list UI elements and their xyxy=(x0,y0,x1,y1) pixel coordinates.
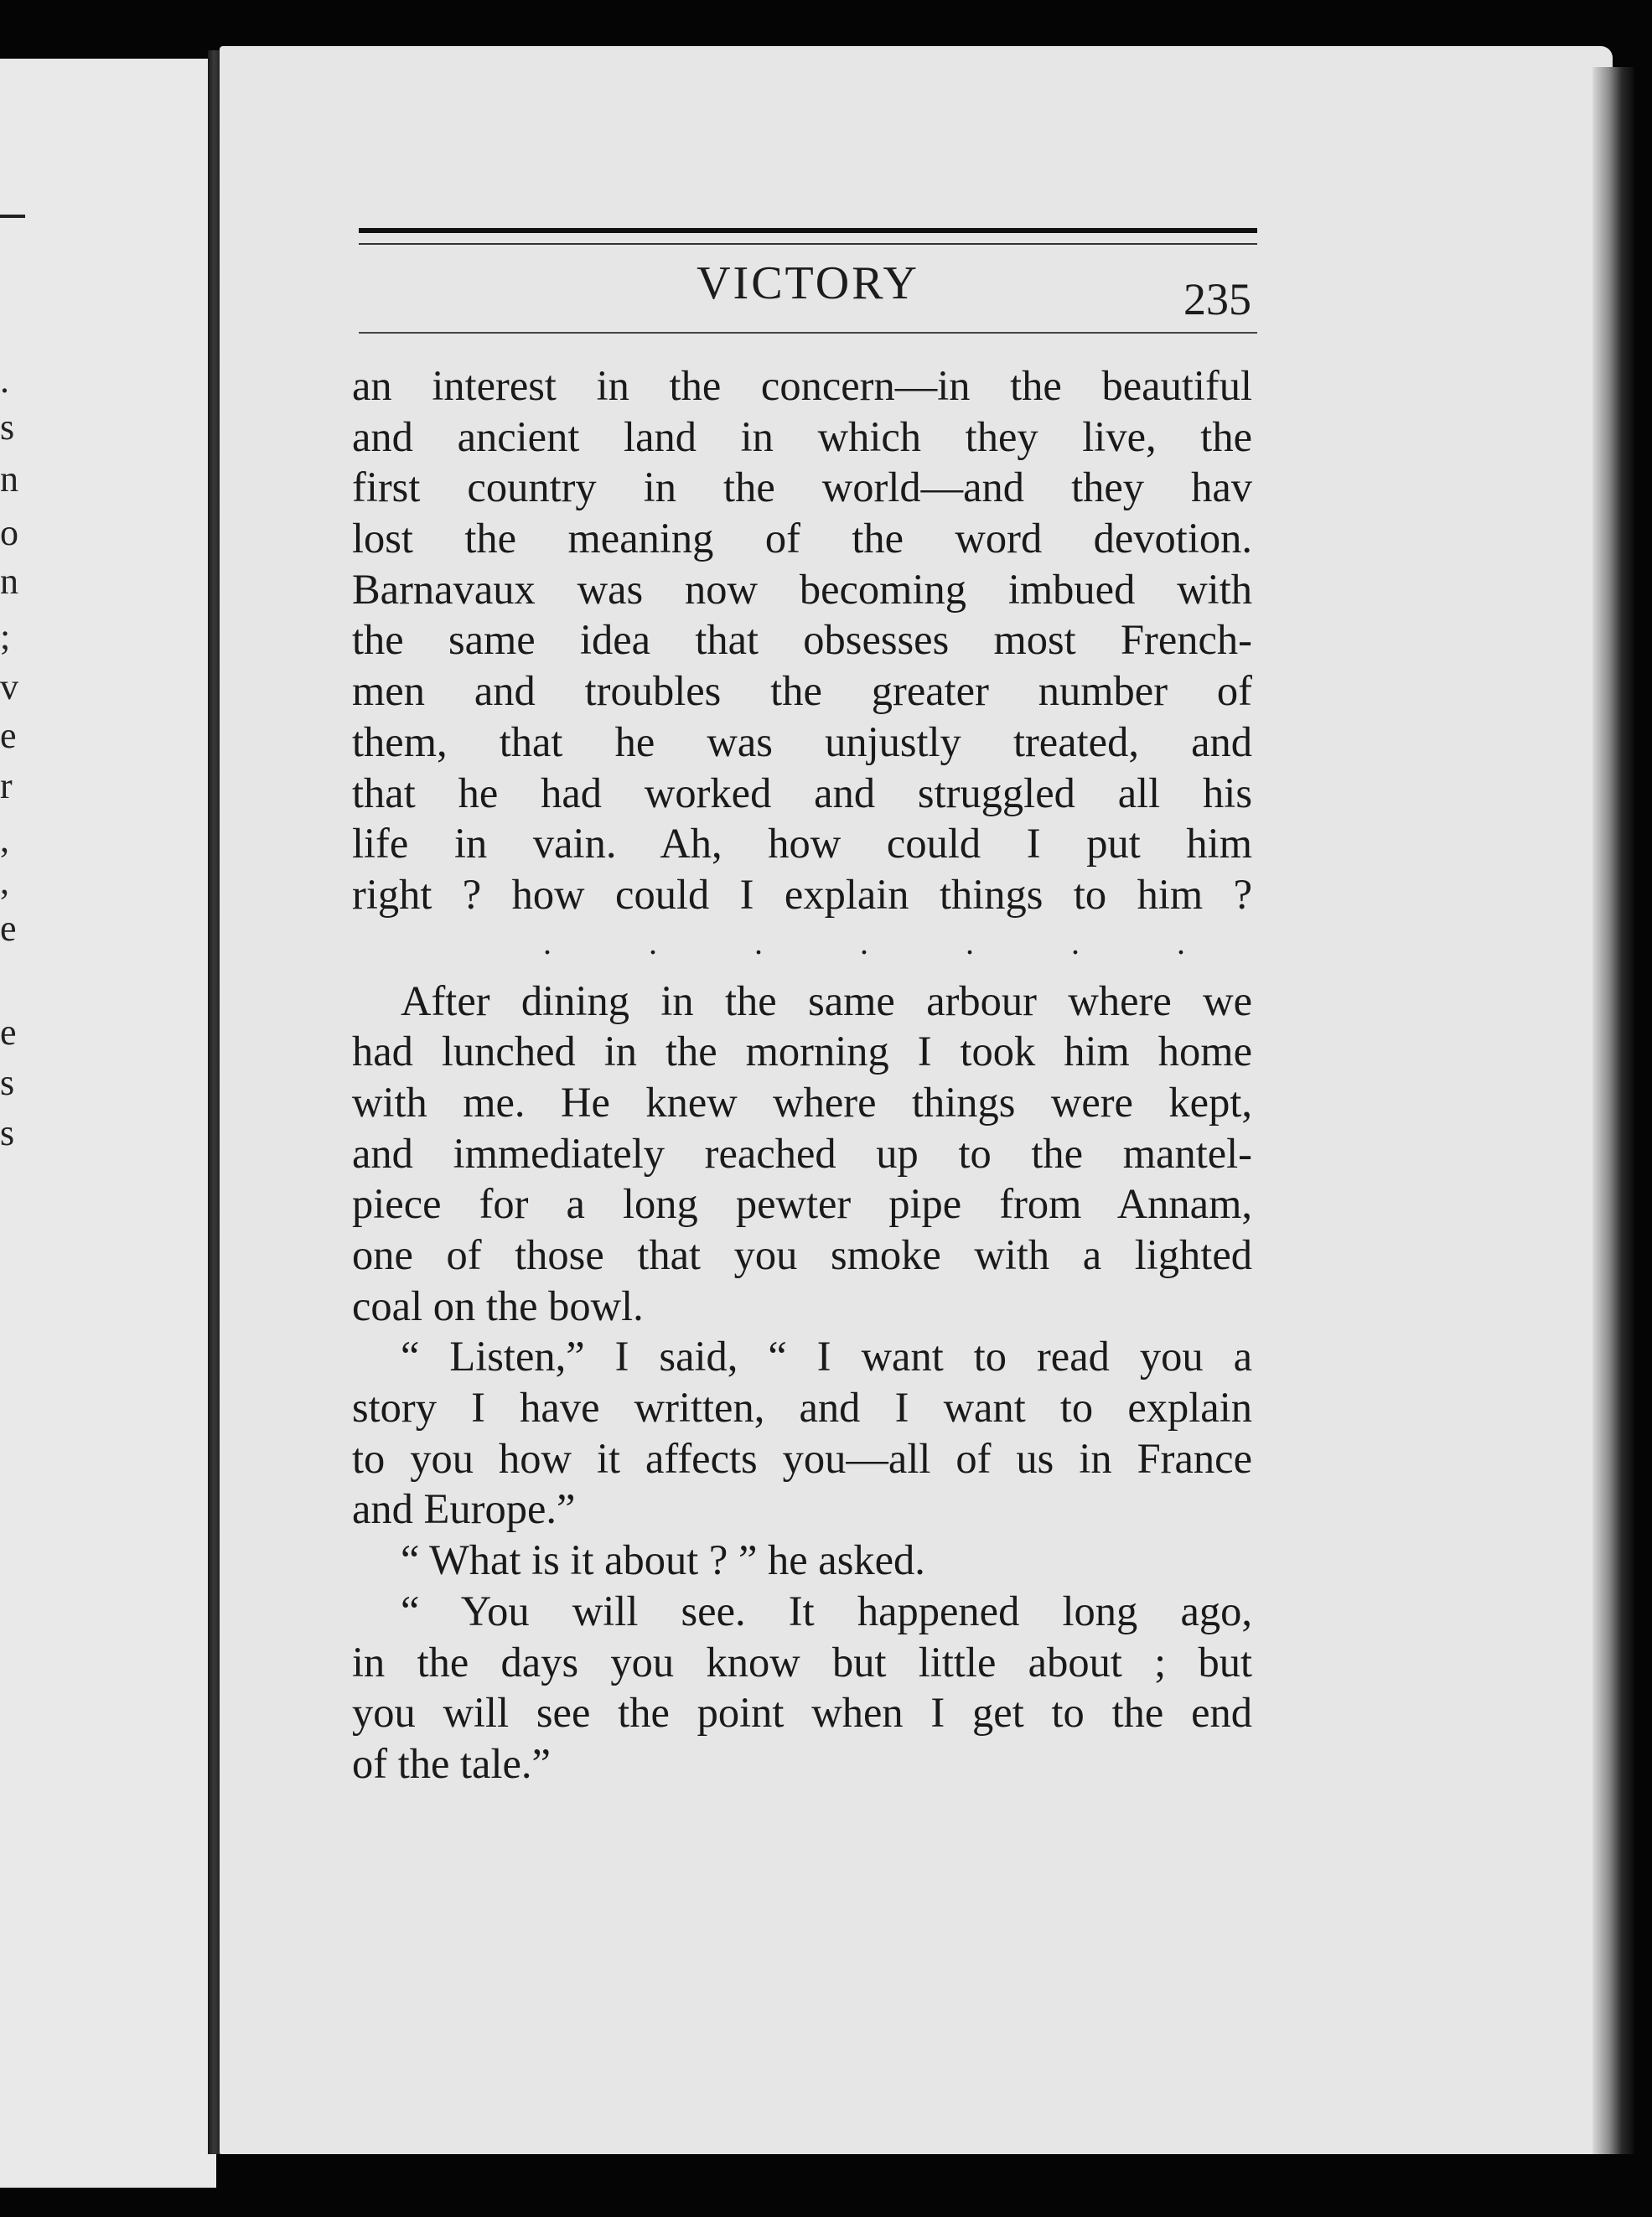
text-line: men and troubles the greater number of xyxy=(352,667,1252,715)
edge-fragment: s xyxy=(0,407,15,448)
text-line: them, that he was unjustly treated, and xyxy=(352,717,1252,765)
break-dot: . xyxy=(754,923,763,961)
text-line: with me. He knew where things were kept, xyxy=(352,1078,1252,1126)
running-title: VICTORY xyxy=(697,257,919,309)
text-line: in the days you know but little about ; but xyxy=(352,1638,1252,1686)
header-rule xyxy=(359,228,1257,233)
text-line: right ? how could I explain things to him ? xyxy=(352,870,1252,918)
text-line: and immediately reached up to the mantel- xyxy=(352,1129,1252,1177)
text-line: you will see the point when I get to the end xyxy=(352,1689,1252,1737)
body-text xyxy=(352,360,1252,1790)
edge-fragment: , xyxy=(0,861,9,902)
break-dot: . xyxy=(1177,923,1185,961)
previous-page-rule xyxy=(0,215,25,218)
edge-fragment: e xyxy=(0,715,17,756)
edge-fragment: s xyxy=(0,1112,15,1153)
paragraph xyxy=(352,1331,1252,1535)
header-underline xyxy=(359,332,1257,334)
paragraph xyxy=(352,1535,1252,1586)
text-line: the same idea that obsesses most French- xyxy=(352,616,1252,664)
edge-fragment: e xyxy=(0,908,17,949)
text-line: “ What is it about ? ” he asked. xyxy=(401,1536,925,1584)
section-break xyxy=(352,920,1252,974)
edge-fragment: r xyxy=(0,765,13,806)
text-line: story I have written, and I want to explain xyxy=(352,1384,1252,1432)
text-line: Barnavaux was now becoming imbued with xyxy=(352,565,1252,613)
text-line: and Europe.” xyxy=(352,1485,576,1533)
text-line: piece for a long pewter pipe from Annam, xyxy=(352,1180,1252,1228)
break-dot: . xyxy=(1071,923,1080,961)
break-dot: . xyxy=(860,923,868,961)
edge-fragment: n xyxy=(0,561,18,602)
edge-fragment: , xyxy=(0,819,9,860)
text-line: an interest in the concern—in the beautiful xyxy=(352,362,1252,409)
page-number: 235 xyxy=(1183,274,1251,324)
paragraph xyxy=(352,1586,1252,1790)
text-line: life in vain. Ah, how could I put him xyxy=(352,820,1252,868)
text-line: After dining in the same arbour where we xyxy=(401,976,1252,1024)
text-line: one of those that you smoke with a lighted xyxy=(352,1231,1252,1278)
break-dot: . xyxy=(966,923,974,961)
header-rule-thin xyxy=(359,243,1257,245)
edge-fragment: o xyxy=(0,512,18,553)
text-line: had lunched in the morning I took him home xyxy=(352,1028,1252,1075)
edge-fragment: n xyxy=(0,458,18,500)
break-dot: . xyxy=(543,923,552,961)
paragraph xyxy=(352,976,1252,1332)
text-line: “ You will see. It happened long ago, xyxy=(401,1587,1252,1634)
paragraph xyxy=(352,360,1252,920)
text-line: to you how it affects you—all of us in France xyxy=(352,1434,1252,1482)
text-line: that he had worked and struggled all his xyxy=(352,769,1252,816)
text-line: of the tale.” xyxy=(352,1739,551,1787)
text-line: “ Listen,” I said, “ I want to read you a xyxy=(401,1333,1252,1380)
edge-fragment: v xyxy=(0,666,18,707)
previous-page-edge xyxy=(0,59,216,2188)
edge-fragment: . xyxy=(0,360,9,401)
text-line: lost the meaning of the word devotion. xyxy=(352,515,1252,562)
text-line: and ancient land in which they live, the xyxy=(352,412,1252,460)
page-edge-shadow xyxy=(1592,67,1634,2154)
break-dot: . xyxy=(649,923,657,961)
edge-fragment: ; xyxy=(0,616,11,657)
edge-fragment: s xyxy=(0,1062,15,1103)
text-line: first country in the world—and they hav xyxy=(352,464,1252,511)
edge-fragment: e xyxy=(0,1012,17,1053)
text-line: coal on the bowl. xyxy=(352,1282,644,1329)
